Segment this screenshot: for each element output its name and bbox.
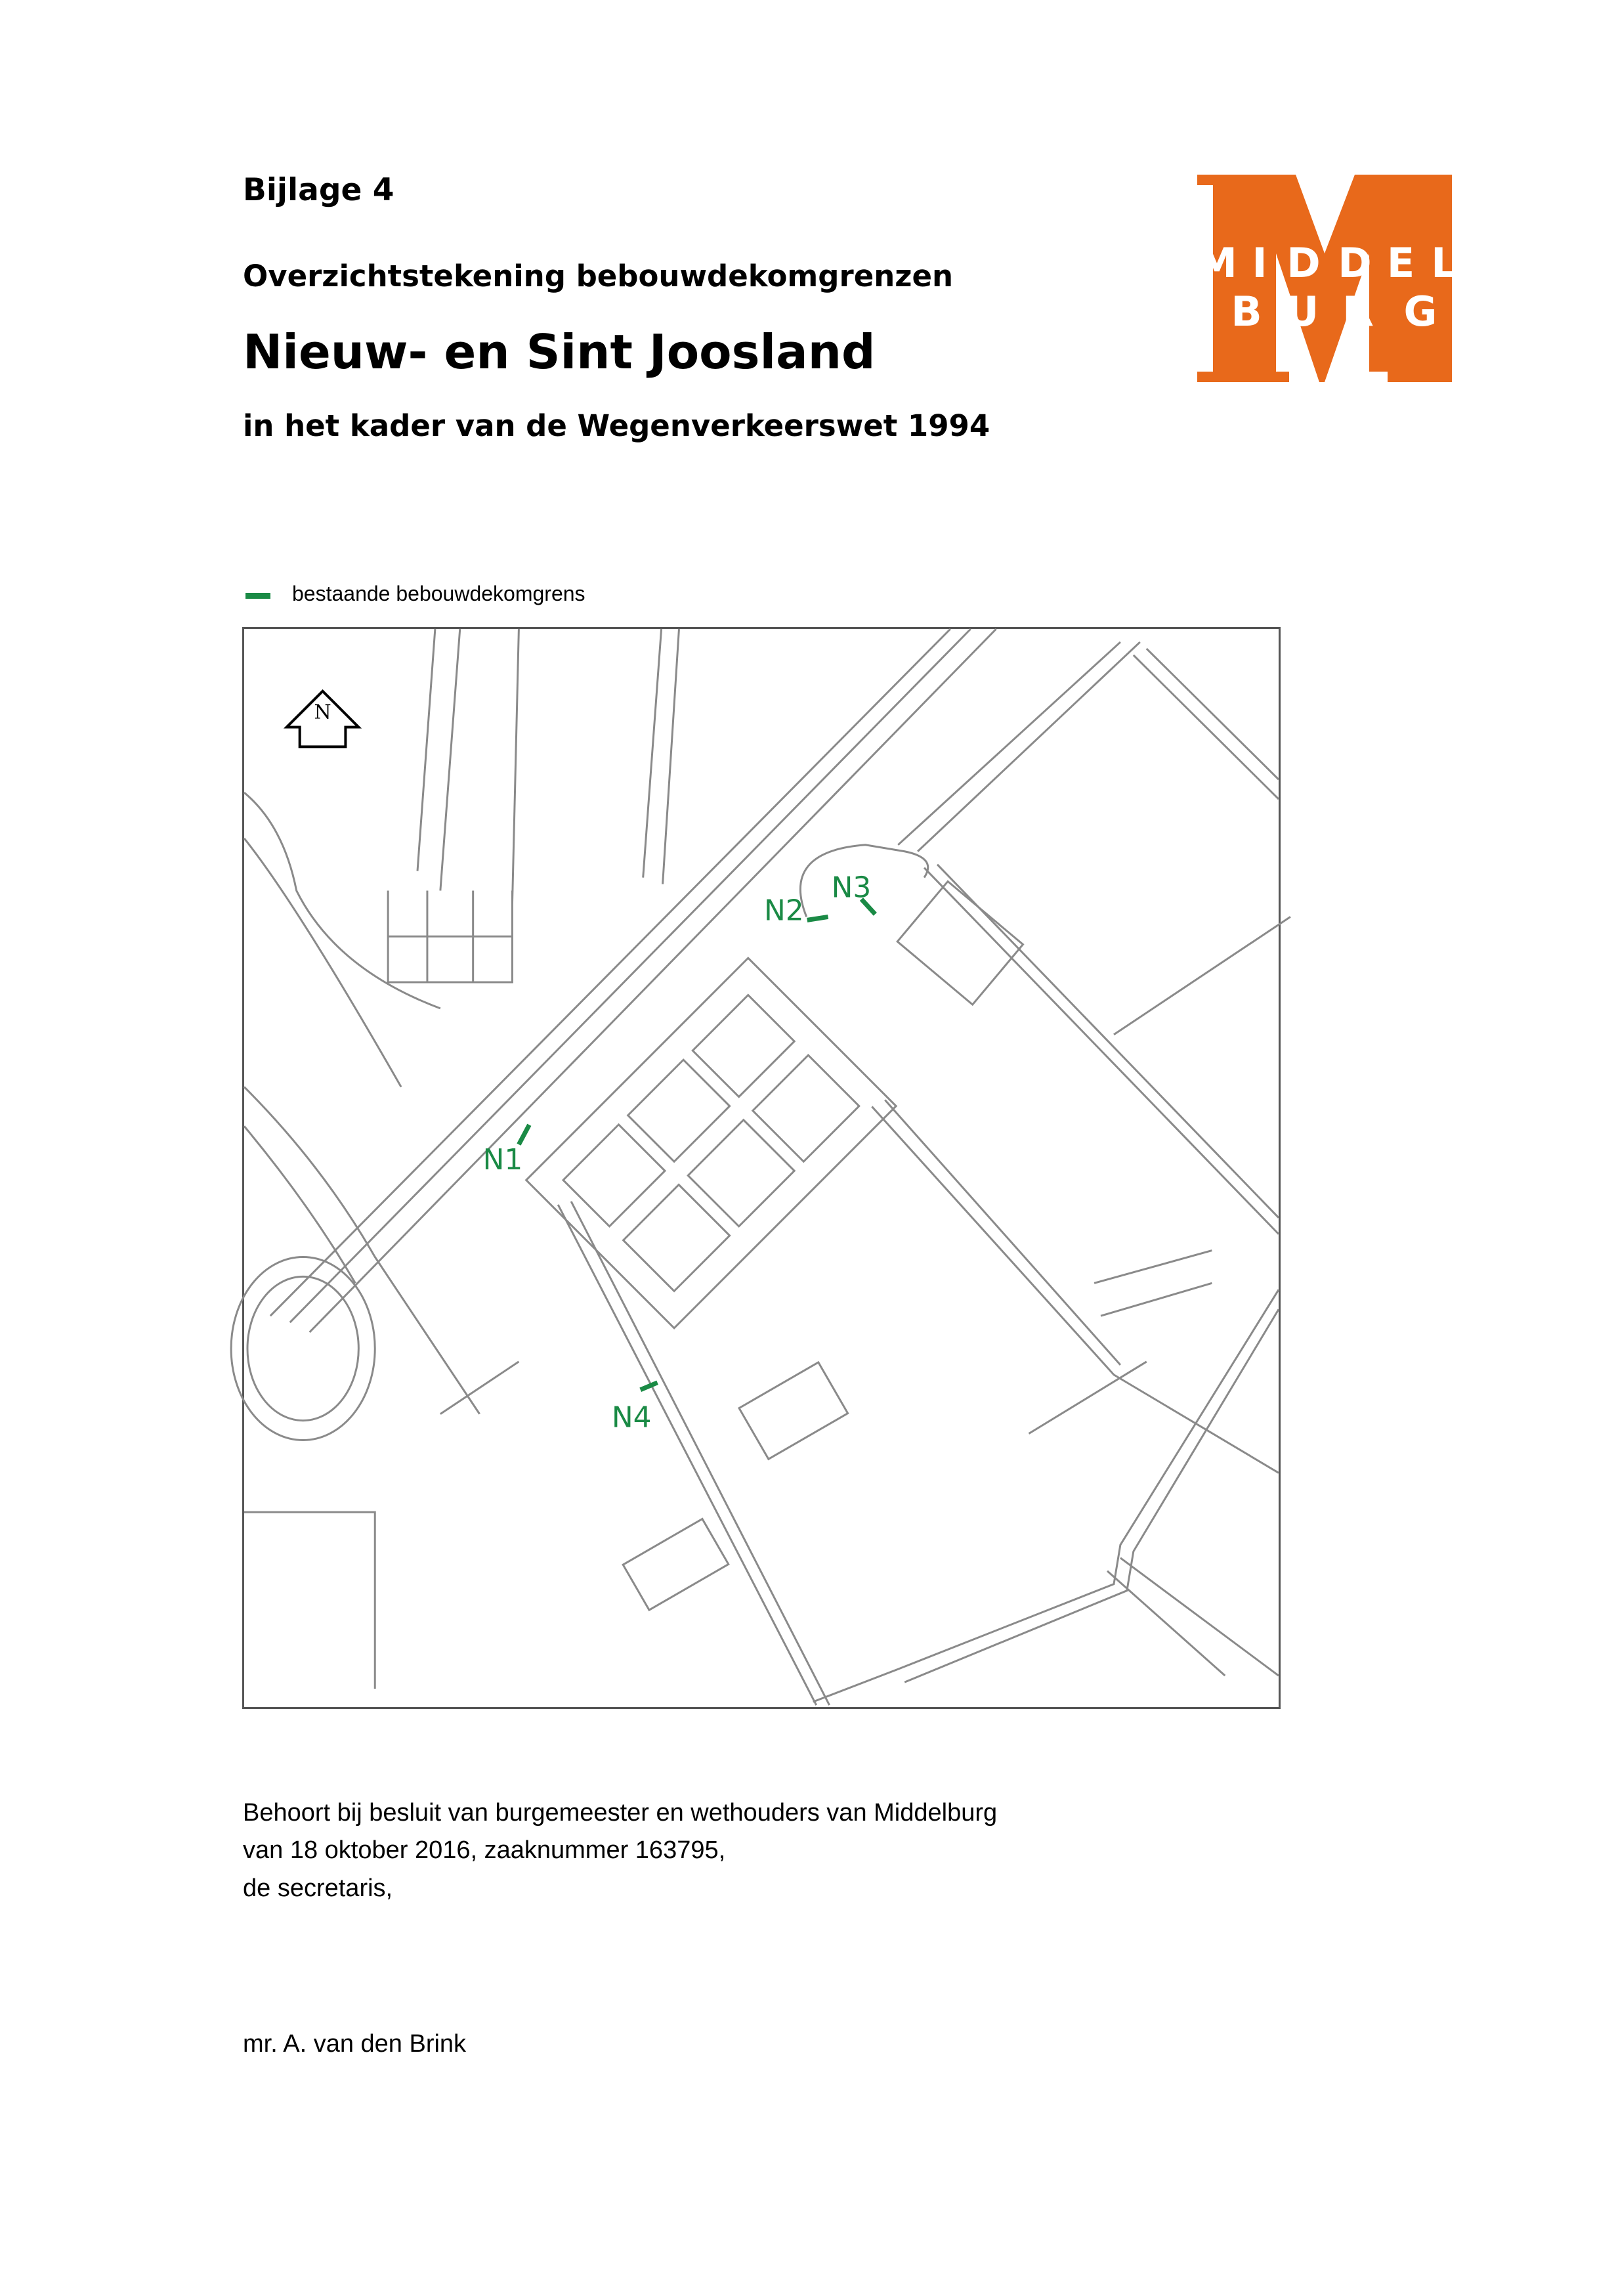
footer-line-1: Behoort bij besluit van burgemeester en wethouders van Middelburg [243, 1799, 998, 1827]
svg-text:G: G [1403, 288, 1437, 336]
svg-text:R: R [1342, 288, 1374, 336]
svg-text:L: L [1431, 239, 1457, 287]
svg-text:D: D [1286, 239, 1321, 287]
svg-text:U: U [1285, 288, 1319, 336]
page-subtitle: Overzichtstekening bebouwdekomgrenzen [243, 259, 953, 293]
svg-text:I: I [1252, 239, 1267, 287]
signatory: mr. A. van den Brink [243, 2030, 467, 2058]
north-label: N [314, 701, 331, 724]
legend-swatch [245, 593, 270, 599]
highway [270, 629, 996, 1332]
north-arrow-icon [287, 691, 359, 747]
boundary-mark-n2 [807, 917, 828, 920]
boundary-label-n4: N4 [611, 1400, 652, 1435]
legend-label: bestaande bebouwdekomgrens [292, 582, 585, 605]
map [242, 627, 1281, 1709]
middelburg-logo [1197, 175, 1457, 382]
svg-text:B: B [1231, 288, 1262, 336]
svg-text:M: M [1197, 239, 1237, 287]
boundary-label-n3: N3 [831, 871, 872, 905]
page-context: in het kader van de Wegenverkeerswet 1994 [243, 408, 990, 443]
boundary-mark-n4 [641, 1383, 658, 1390]
svg-text:D: D [1338, 239, 1372, 287]
footer-line-2: van 18 oktober 2016, zaaknummer 163795, [243, 1836, 726, 1864]
page-title: Nieuw- en Sint Joosland [243, 324, 876, 379]
boundary-label-n2: N2 [763, 894, 804, 928]
annex-label: Bijlage 4 [243, 172, 394, 208]
footer-line-3: de secretaris, [243, 1874, 393, 1902]
boundary-mark-n1 [519, 1125, 529, 1144]
svg-text:E: E [1386, 239, 1415, 287]
boundary-label-n1: N1 [482, 1142, 523, 1177]
